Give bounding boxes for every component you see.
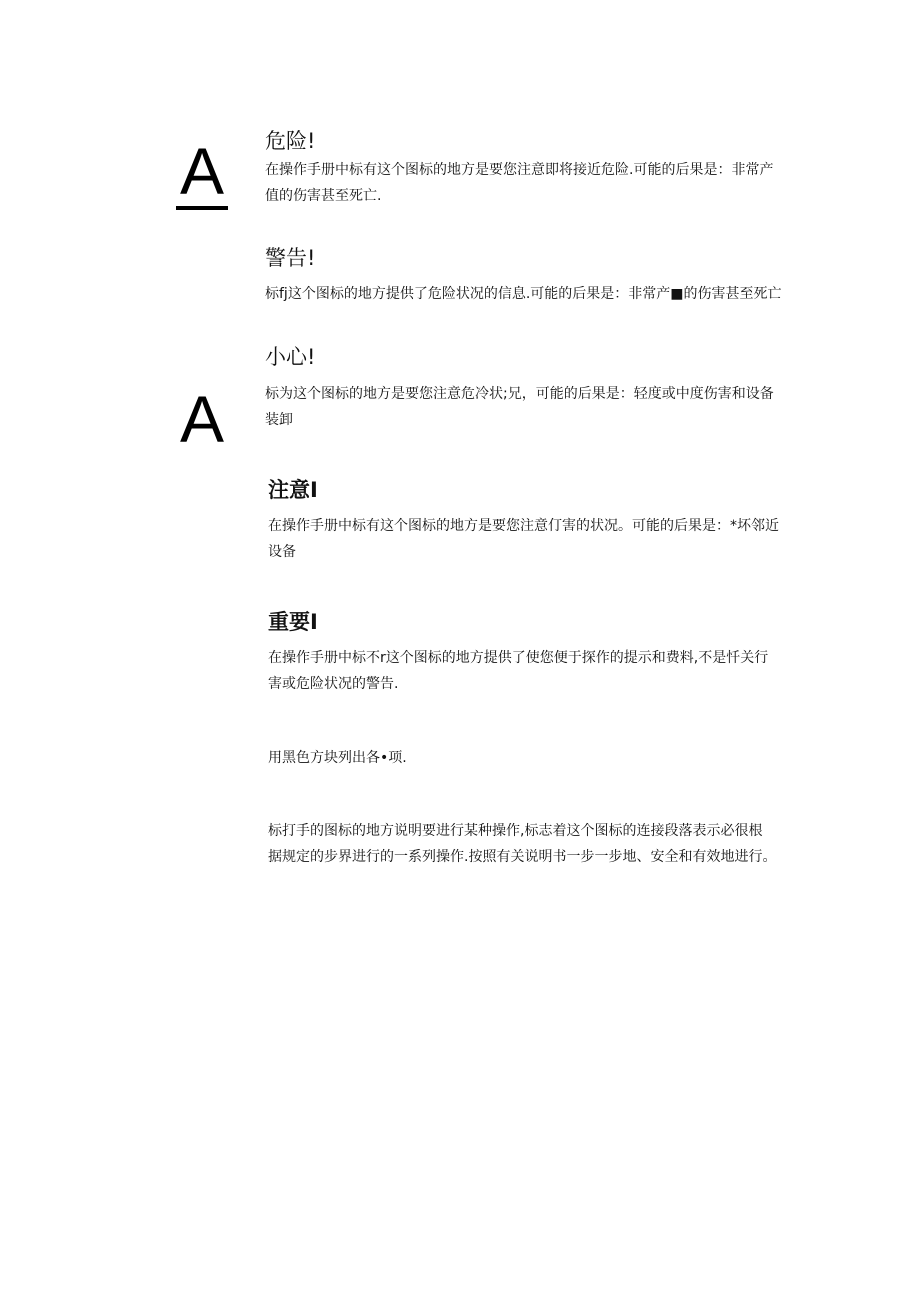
important-line-2: 害或危险状况的警告. (268, 676, 399, 692)
caution-heading: 小心! (265, 345, 316, 369)
danger-symbol-icon: A (176, 138, 228, 210)
warning-heading: 警告! (265, 246, 316, 270)
caution-symbol-icon: A (179, 382, 225, 456)
warning-line-1: 标fj这个图标的地方提供了危险状况的信息.可能的后果是：非常产■的伤害甚至死亡 (265, 286, 782, 302)
hand-note-line-2: 据规定的步界进行的一系列操作.按照有关说明书一步一步地、安全和有效地进行。 (268, 849, 777, 865)
caution-description (265, 381, 805, 433)
notice-description (268, 513, 808, 565)
list-note-line: 用黑色方块列出各•项. (268, 750, 407, 766)
danger-description (265, 157, 805, 209)
notice-heading: 注意I (268, 478, 318, 502)
hand-note-line-1: 标打手的图标的地方说明要进行某种操作,标志着这个图标的连接段落表示必很根 (268, 823, 763, 839)
danger-line-1: 在操作手册中标有这个图标的地方是要您注意即将接近危险.可能的后果是：非常产 (265, 162, 774, 178)
notice-line-2: 设备 (268, 544, 296, 560)
list-note (268, 745, 808, 771)
danger-heading: 危险! (265, 129, 316, 153)
hand-note (268, 818, 798, 870)
notice-line-1: 在操作手册中标有这个图标的地方是要您注意仃害的状况。可能的后果是：*坏邻近 (268, 518, 779, 534)
important-heading: 重要I (268, 610, 318, 634)
danger-line-2: 值的伤害甚至死亡. (265, 188, 382, 204)
warning-description (265, 281, 805, 307)
important-description (268, 645, 808, 697)
caution-line-2: 装卸 (265, 412, 293, 428)
caution-line-1: 标为这个图标的地方是要您注意危冷状;兄，可能的后果是：轻度或中度伤害和设备 (265, 386, 774, 402)
important-line-1: 在操作手册中标不r这个图标的地方提供了使您便于探作的提示和费料,不是忏关行 (268, 650, 769, 666)
